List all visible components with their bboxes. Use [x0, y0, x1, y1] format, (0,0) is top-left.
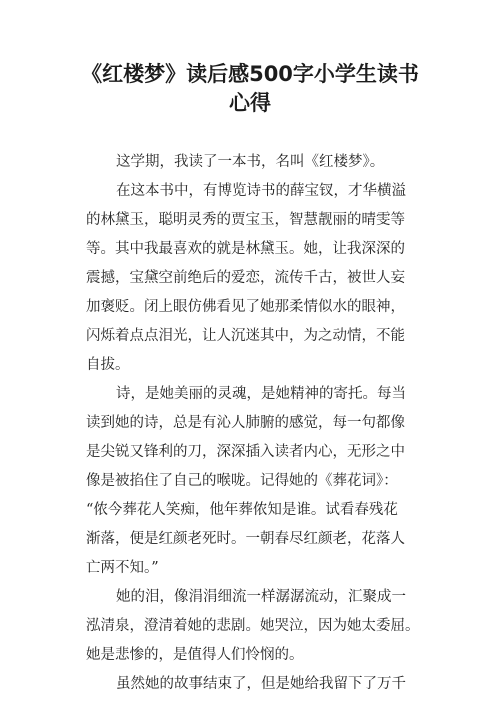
body-text-line: 她的泪，像涓涓细流一样潺潺流动，汇聚成一 [116, 589, 406, 605]
body-text-line: 闪烁着点点泪光，让人沉迷其中，为之动情，不能 [86, 328, 405, 344]
body-text-line: 等。其中我最喜欢的就是林黛玉。她，让我深深的 [86, 241, 405, 257]
page-title [40, 60, 460, 118]
body-text-line: 渐落，便是红颜老死时。一朝春尽红颜老，花落人 [86, 531, 405, 547]
body-text-line: 加褒贬。闭上眼仿佛看见了她那柔情似水的眼神， [86, 299, 405, 315]
body-text-line: 亡两不知。” [86, 560, 159, 576]
body-text-line: 在这本书中，有博览诗书的薛宝钗，才华横溢 [116, 183, 406, 199]
body-text-line: 像是被掐住了自己的喉咙。记得她的《葬花词》： [86, 473, 398, 489]
body-text-line: 诗，是她美丽的灵魂，是她精神的寄托。每当 [116, 386, 406, 402]
body-text-line: 这学期，我读了一本书，名叫《红楼梦》。 [116, 154, 385, 170]
body-text-line: 读到她的诗，总是有沁人肺腑的感觉，每一句都像 [86, 415, 405, 431]
body-text-line: 是尖锐又锋利的刀，深深插入读者内心，无形之中 [86, 444, 405, 460]
body-text-line: 自拔。 [86, 357, 130, 373]
body-text-line: 她是悲惨的，是值得人们怜悯的。 [86, 647, 304, 663]
body-text-line: 虽然她的故事结束了，但是她给我留下了万千 [116, 676, 406, 692]
body-text-line: 的林黛玉，聪明灵秀的贾宝玉，智慧靓丽的晴雯等 [86, 212, 405, 228]
article-body [86, 148, 420, 699]
body-text-line: 震撼，宝黛空前绝后的爱恋，流传千古，被世人妄 [86, 270, 405, 286]
body-text-line: “侬今葬花人笑痴，他年葬侬知是谁。试看春残花 [86, 502, 398, 518]
title-line-1: 《红楼梦》读后感500字小学生读书 [81, 62, 419, 86]
title-line-2: 心得 [229, 91, 271, 115]
body-text-line: 泓清泉，澄清着她的悲剧。她哭泣，因为她太委屈。 [86, 618, 420, 634]
